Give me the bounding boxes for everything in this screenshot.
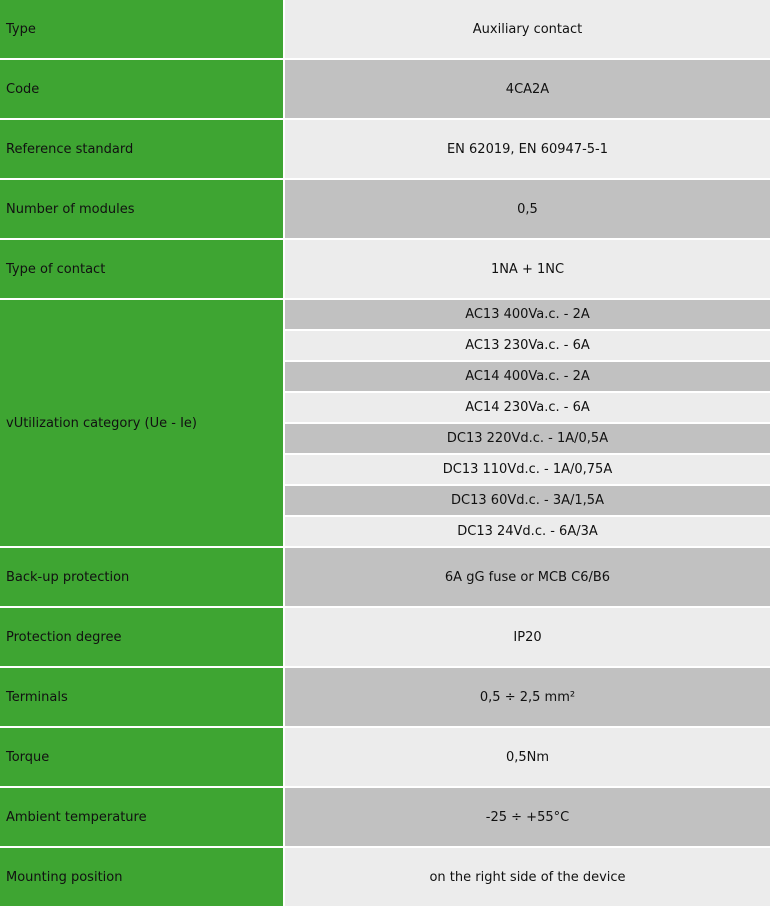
value-number-of-modules: 0,5: [285, 180, 770, 240]
value-ambient-temperature: -25 ÷ +55°C: [285, 788, 770, 848]
label-code: Code: [0, 60, 285, 120]
label-ambient-temperature: Ambient temperature: [0, 788, 285, 848]
utilization-value: AC14 230Va.c. - 6A: [285, 393, 770, 424]
utilization-value: AC13 400Va.c. - 2A: [285, 300, 770, 331]
label-number-of-modules: Number of modules: [0, 180, 285, 240]
utilization-value: DC13 220Vd.c. - 1A/0,5A: [285, 424, 770, 455]
utilization-value: DC13 60Vd.c. - 3A/1,5A: [285, 486, 770, 517]
utilization-value: AC13 230Va.c. - 6A: [285, 331, 770, 362]
label-terminals: Terminals: [0, 668, 285, 728]
value-type-of-contact: 1NA + 1NC: [285, 240, 770, 300]
utilization-value: DC13 110Vd.c. - 1A/0,75A: [285, 455, 770, 486]
value-torque: 0,5Nm: [285, 728, 770, 788]
label-reference-standard: Reference standard: [0, 120, 285, 180]
utilization-value: DC13 24Vd.c. - 6A/3A: [285, 517, 770, 546]
value-type: Auxiliary contact: [285, 0, 770, 60]
value-back-up-protection: 6A gG fuse or MCB C6/B6: [285, 548, 770, 608]
label-type: Type: [0, 0, 285, 60]
value-code: 4CA2A: [285, 60, 770, 120]
utilization-value: AC14 400Va.c. - 2A: [285, 362, 770, 393]
value-reference-standard: EN 62019, EN 60947-5-1: [285, 120, 770, 180]
utilization-category-values: [285, 300, 770, 548]
label-protection-degree: Protection degree: [0, 608, 285, 668]
label-mounting-position: Mounting position: [0, 848, 285, 908]
value-terminals: 0,5 ÷ 2,5 mm²: [285, 668, 770, 728]
label-utilization-category: vUtilization category (Ue - Ie): [0, 300, 285, 548]
label-type-of-contact: Type of contact: [0, 240, 285, 300]
label-back-up-protection: Back-up protection: [0, 548, 285, 608]
label-torque: Torque: [0, 728, 285, 788]
value-mounting-position: on the right side of the device: [285, 848, 770, 908]
value-protection-degree: IP20: [285, 608, 770, 668]
